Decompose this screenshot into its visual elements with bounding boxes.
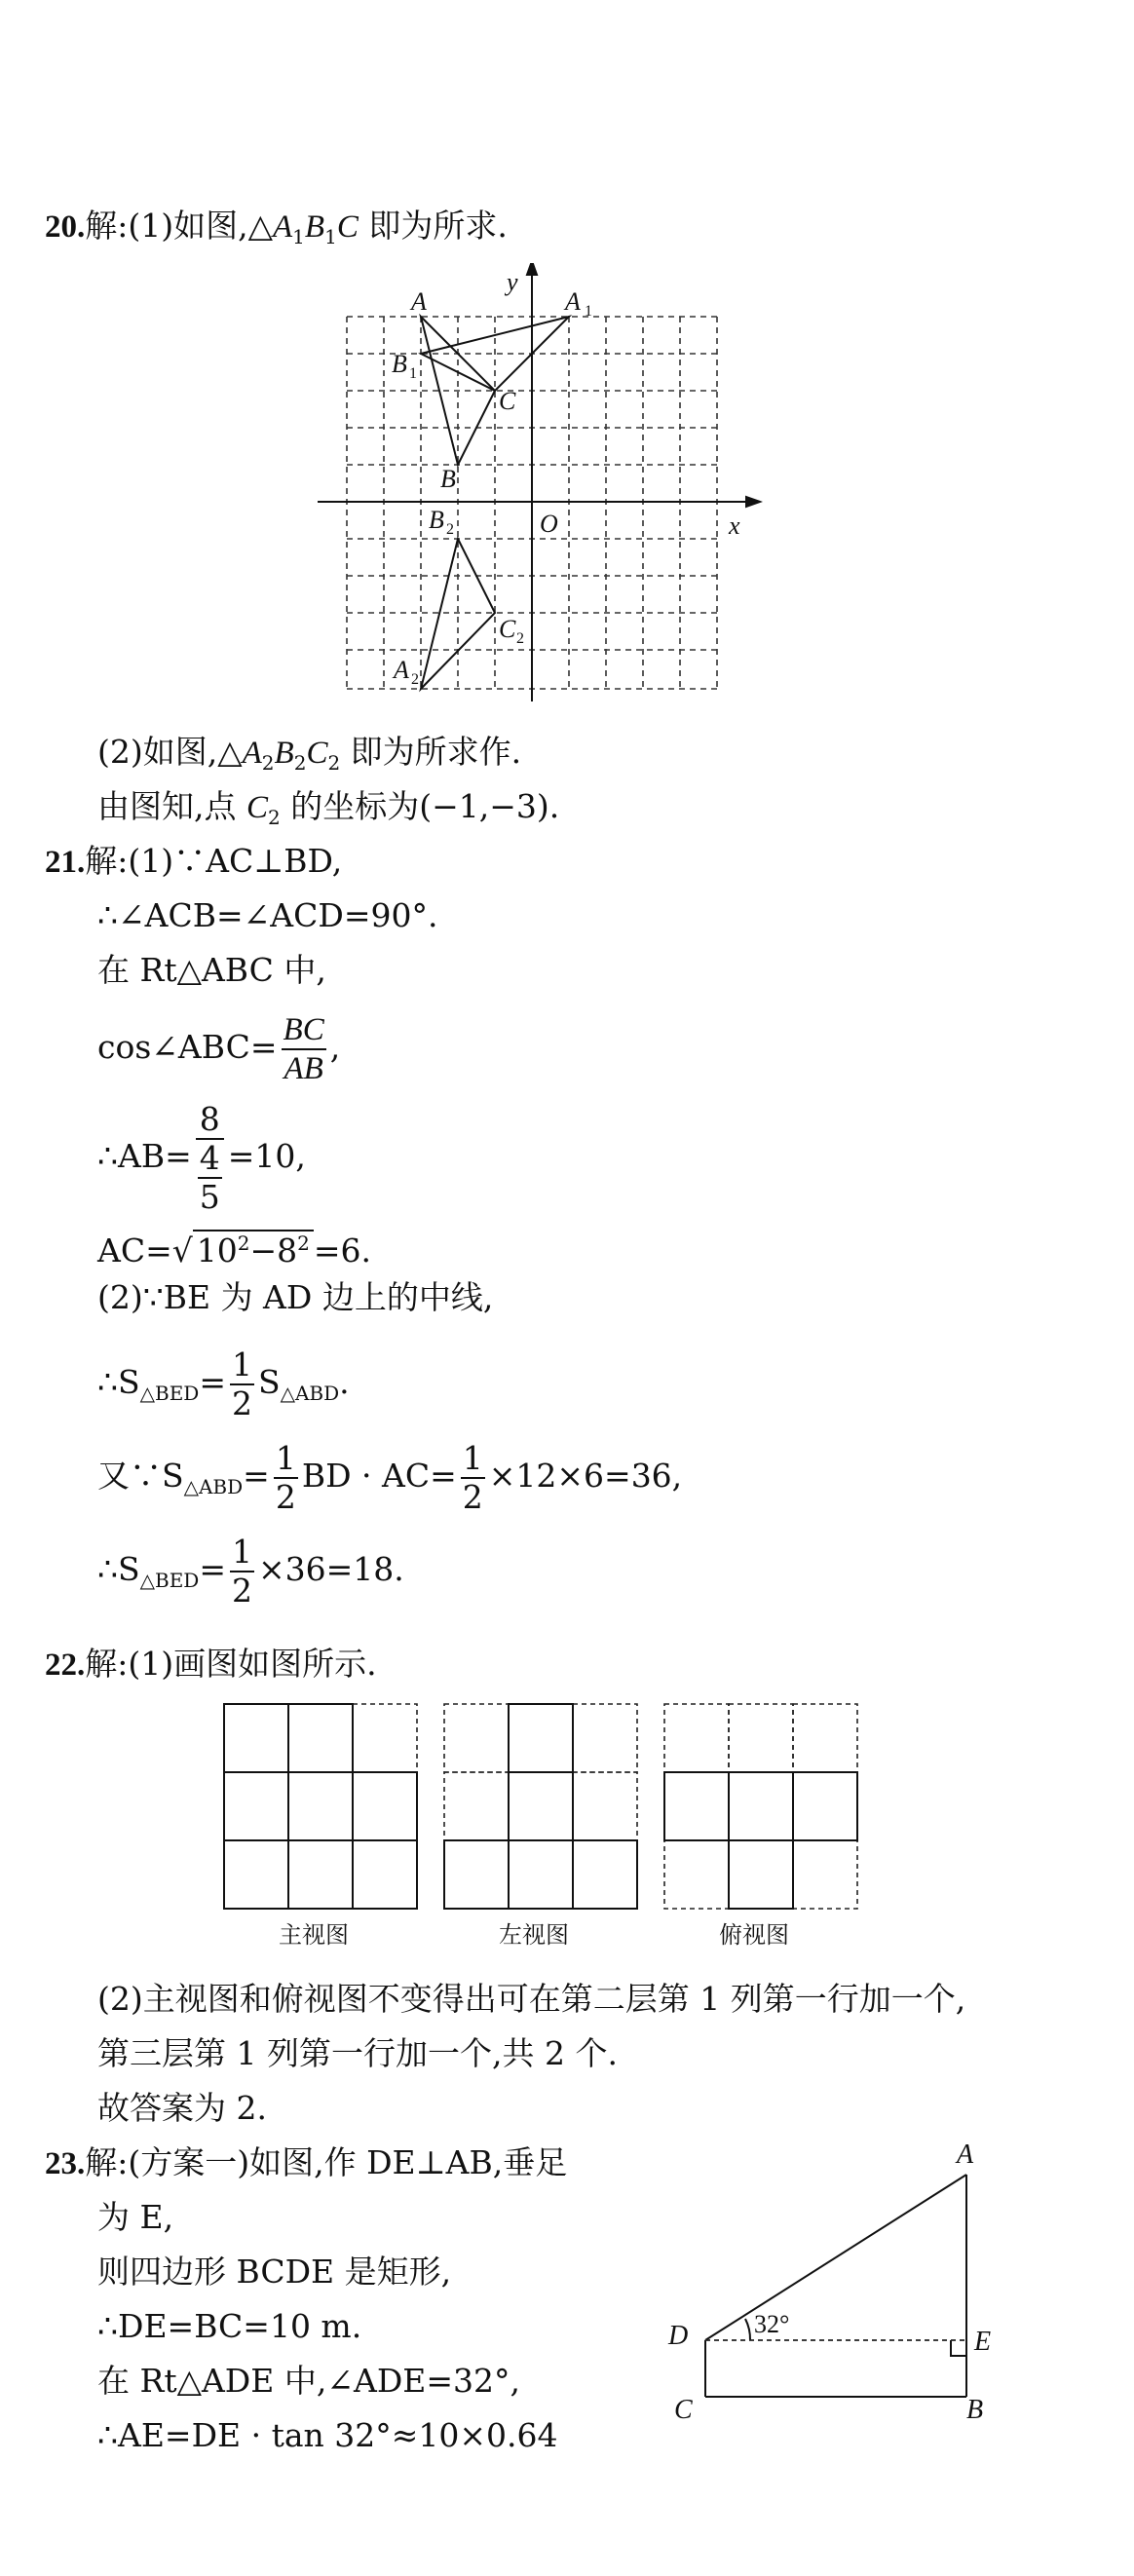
q21-l10-sub: △BED xyxy=(139,1569,200,1592)
right-angle-mark xyxy=(951,2340,966,2356)
q21-l9-mid: BD · AC= xyxy=(301,1457,457,1495)
q23-line5: 在 Rt△ADE 中,∠ADE=32°, xyxy=(97,2362,520,2400)
q20-p2-C: C xyxy=(306,736,328,771)
frac-half xyxy=(274,1440,298,1516)
angle-arc xyxy=(745,2319,750,2340)
q22-line2: (2)主视图和俯视图不变得出可在第二层第 1 列第一行加一个, xyxy=(97,1980,966,2018)
q22-l1: 解:(1)画图如图所示. xyxy=(85,1645,377,1683)
label-x: x xyxy=(729,511,740,540)
top-view xyxy=(664,1704,857,1909)
q21-l8-end: . xyxy=(339,1363,350,1401)
q21-number: 21. xyxy=(45,845,86,880)
label-A: A xyxy=(957,2140,974,2170)
q20-p2-A: A xyxy=(242,736,262,771)
frac-den: 2 xyxy=(275,1478,296,1516)
label-A2-sub: 2 xyxy=(411,671,419,688)
label-B1: B xyxy=(392,350,407,378)
q20-p2-pre: (2)如图,△ xyxy=(97,733,243,771)
frac-num: BC xyxy=(282,1011,326,1050)
label-angle: 32° xyxy=(754,2310,790,2338)
q20-p2-C-sub: 2 xyxy=(327,751,341,775)
sqrt-radicand xyxy=(193,1230,314,1269)
frac-num: 8 xyxy=(196,1101,224,1140)
q20-p2-A-sub: 2 xyxy=(261,751,275,775)
q21-l10-eq: = xyxy=(199,1550,226,1588)
q21-line5 xyxy=(97,1101,306,1216)
frac-den xyxy=(196,1140,224,1216)
frac-den: AB xyxy=(284,1051,323,1086)
q21-l6-end: =6. xyxy=(313,1231,372,1269)
q21-line4 xyxy=(97,1011,340,1087)
q20-p1: (1)如图, xyxy=(128,207,248,245)
q21-l5-pre: ∴AB= xyxy=(97,1137,192,1175)
label-B1-sub: 1 xyxy=(409,365,417,382)
q20-p2-B: B xyxy=(274,736,294,771)
frac-num: 1 xyxy=(275,1439,296,1477)
q20-p2-B-sub: 2 xyxy=(293,751,307,775)
q21-l10-pre: ∴S xyxy=(97,1550,140,1588)
q21-line9 xyxy=(97,1440,682,1516)
q20-label: 解: xyxy=(85,207,129,245)
q21-l10-end: ×36=18. xyxy=(257,1550,404,1588)
label-A1: A xyxy=(565,287,581,316)
q21-l6-pre: AC=√ xyxy=(97,1231,193,1269)
complex-fraction xyxy=(196,1101,224,1216)
q21-l9-pre: 又∵S xyxy=(97,1457,184,1495)
q21-l9-sub: △ABD xyxy=(183,1475,244,1498)
front-view xyxy=(224,1704,417,1909)
label-D: D xyxy=(668,2321,689,2351)
q20-p1-A: A xyxy=(273,209,293,245)
label-B: B xyxy=(966,2395,984,2425)
label-C2: C xyxy=(499,615,516,643)
q20-p3-C: C xyxy=(246,790,268,825)
three-views-figure xyxy=(214,1699,896,1952)
inner-frac xyxy=(198,1140,222,1216)
q21-line3: 在 Rt△ABC 中, xyxy=(97,951,326,989)
q22-line3: 第三层第 1 列第一行加一个,共 2 个. xyxy=(97,2034,618,2072)
label-C: C xyxy=(674,2395,693,2425)
q21-l4-pre: cos∠ABC= xyxy=(97,1028,278,1066)
q20-p1-A-sub: 1 xyxy=(292,225,305,248)
frac-half xyxy=(461,1440,485,1516)
q23-line1 xyxy=(45,2143,567,2183)
left-view xyxy=(444,1704,637,1909)
label-C: C xyxy=(499,387,516,415)
frac-half xyxy=(230,1534,254,1610)
q20-p1-end: 即为所求. xyxy=(358,207,508,245)
q23-line2: 为 E, xyxy=(97,2198,174,2236)
q20-p1-B: B xyxy=(304,209,325,245)
frac-num: 1 xyxy=(462,1439,483,1477)
q20-line1 xyxy=(45,207,508,256)
q20-p1-C: C xyxy=(336,209,359,245)
radicand-b: −8 xyxy=(249,1231,298,1269)
q22-number: 22. xyxy=(45,1648,86,1683)
triangle-A2B2C2 xyxy=(421,539,495,689)
q23-line4: ∴DE=BC=10 m. xyxy=(97,2307,362,2345)
frac-den: 2 xyxy=(231,1572,252,1610)
frac-half xyxy=(230,1346,254,1422)
q20-line2 xyxy=(97,733,521,782)
label-B2: B xyxy=(429,506,444,534)
q21-l8-s: S xyxy=(257,1363,281,1401)
q21-line7: (2)∵BE 为 AD 边上的中线, xyxy=(97,1278,494,1316)
q21-line10 xyxy=(97,1534,404,1610)
q21-l9-end: ×12×6=36, xyxy=(488,1457,683,1495)
q21-line8 xyxy=(97,1346,350,1422)
q22-line1 xyxy=(45,1645,377,1685)
label-A2: A xyxy=(394,656,409,684)
q20-p2-end: 即为所求作. xyxy=(340,733,522,771)
x-axis-arrow xyxy=(746,497,760,507)
label-B: B xyxy=(440,465,456,493)
caption-front-view: 主视图 xyxy=(279,1921,349,1949)
q21-l5-end: =10, xyxy=(227,1137,306,1175)
q21-line6 xyxy=(97,1224,371,1270)
q20-p3-C-sub: 2 xyxy=(268,806,281,829)
q21-l8-eq: = xyxy=(199,1363,226,1401)
q21-l8-sub: △BED xyxy=(139,1382,200,1405)
coordinate-grid-figure xyxy=(310,263,777,711)
q20-p3-pre: 由图知,点 xyxy=(97,787,246,825)
q23-l1: 解:(方案一)如图,作 DE⊥AB,垂足 xyxy=(85,2143,568,2181)
line-DA xyxy=(705,2175,966,2340)
caption-left-view: 左视图 xyxy=(499,1921,569,1949)
rectangle-triangle-figure xyxy=(653,2134,1023,2426)
label-A: A xyxy=(411,287,427,316)
q21-l1: 解:(1)∵AC⊥BD, xyxy=(85,842,343,880)
q20-p1-tri: △ xyxy=(247,207,273,245)
label-E: E xyxy=(974,2327,992,2357)
exp-a: 2 xyxy=(237,1231,250,1255)
frac-den: 2 xyxy=(231,1384,252,1422)
label-B2-sub: 2 xyxy=(446,521,454,538)
q21-l8-sub2: △ABD xyxy=(280,1382,340,1405)
frac-num: 1 xyxy=(231,1533,252,1571)
inner-num: 4 xyxy=(199,1139,220,1177)
label-y: y xyxy=(507,268,518,296)
caption-top-view: 俯视图 xyxy=(719,1921,789,1949)
q20-p3-end: 的坐标为(−1,−3). xyxy=(280,787,560,825)
q23-line3: 则四边形 BCDE 是矩形, xyxy=(97,2253,452,2291)
radicand-a: 10 xyxy=(196,1231,238,1269)
q22-line4: 故答案为 2. xyxy=(97,2089,267,2127)
q21-l9-eq: = xyxy=(243,1457,270,1495)
q23-number: 23. xyxy=(45,2146,86,2181)
y-axis-arrow xyxy=(527,263,537,275)
q21-line2: ∴∠ACB=∠ACD=90°. xyxy=(97,896,438,934)
q21-l8-pre: ∴S xyxy=(97,1363,140,1401)
label-C2-sub: 2 xyxy=(516,630,524,647)
frac-num: 1 xyxy=(231,1345,252,1383)
q20-p1-B-sub: 1 xyxy=(324,225,337,248)
q23-line6: ∴AE=DE · tan 32°≈10×0.64 xyxy=(97,2416,558,2454)
frac-den: 2 xyxy=(462,1478,483,1516)
frac-bc-ab xyxy=(282,1011,326,1087)
label-O: O xyxy=(540,510,558,538)
q20-number: 20. xyxy=(45,209,86,245)
q20-line3 xyxy=(97,787,559,837)
label-A1-sub: 1 xyxy=(585,303,592,320)
exp-b: 2 xyxy=(297,1231,310,1255)
q21-line1 xyxy=(45,842,342,882)
inner-den: 5 xyxy=(199,1178,220,1216)
q21-l4-end: , xyxy=(329,1028,341,1066)
